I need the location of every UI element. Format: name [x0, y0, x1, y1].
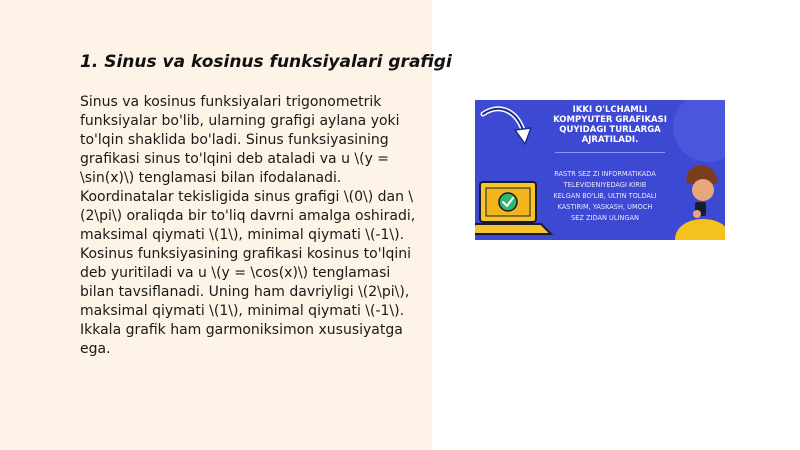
image-list-line: RASTR SEZ ZI INFORMATIKADA — [554, 170, 656, 178]
slide-title: 1. Sinus va kosinus funksiyalari grafigi — [80, 52, 452, 72]
slide-paragraph: Sinus va kosinus funksiyalari trigonometrik funksiyalar bo'lib, ularning grafigi aylana yoki to'lqin shaklida bo'ladi. Sinus funksiyasining grafikasi sinus to'lqini deb ataladi va u \(y = \sin(x)\) tenglamasi bilan ifodalanadi. Koordinatalar tekisligida sinus grafigi \(0\) dan \(2\pi\) oraliqda bir to'liq davrni amalga oshiradi, maksimal qiymati \(1\), minimal qiymati \(-1\). Kosinus funksiyasining grafikasi kosinus to'lqini deb yuritiladi va u \(y = \cos(x)\) tenglamasi bilan tavsiflanadi. Uning ham davriyligi \(2\pi\), maksimal qiymati \(1\), minimal qiymati \(-1\). Ikkala grafik ham garmoniksimon xususiyatga ega. — [80, 94, 416, 357]
image-list-line: TELEVIDENIYEDAGI KIRIB — [563, 181, 647, 189]
image-list-line: KASTIRIM, YASKASH, UMOCH — [557, 203, 653, 211]
image-list-line: SEZ ZIDAN ULINGAN — [571, 214, 639, 222]
infographic-image — [475, 100, 725, 240]
divider — [555, 152, 665, 153]
image-title-line: AJRATILADI. — [581, 135, 639, 145]
image-list-line: KELGAN BO'LIB, ULTIN TOLDALI — [553, 192, 657, 200]
image-title-line: KOMPYUTER GRAFIKASI — [553, 115, 667, 125]
image-title-line: QUYIDAGI TURLARGA — [559, 125, 661, 135]
image-title-line: IKKI O'LCHAMLI — [572, 105, 648, 115]
